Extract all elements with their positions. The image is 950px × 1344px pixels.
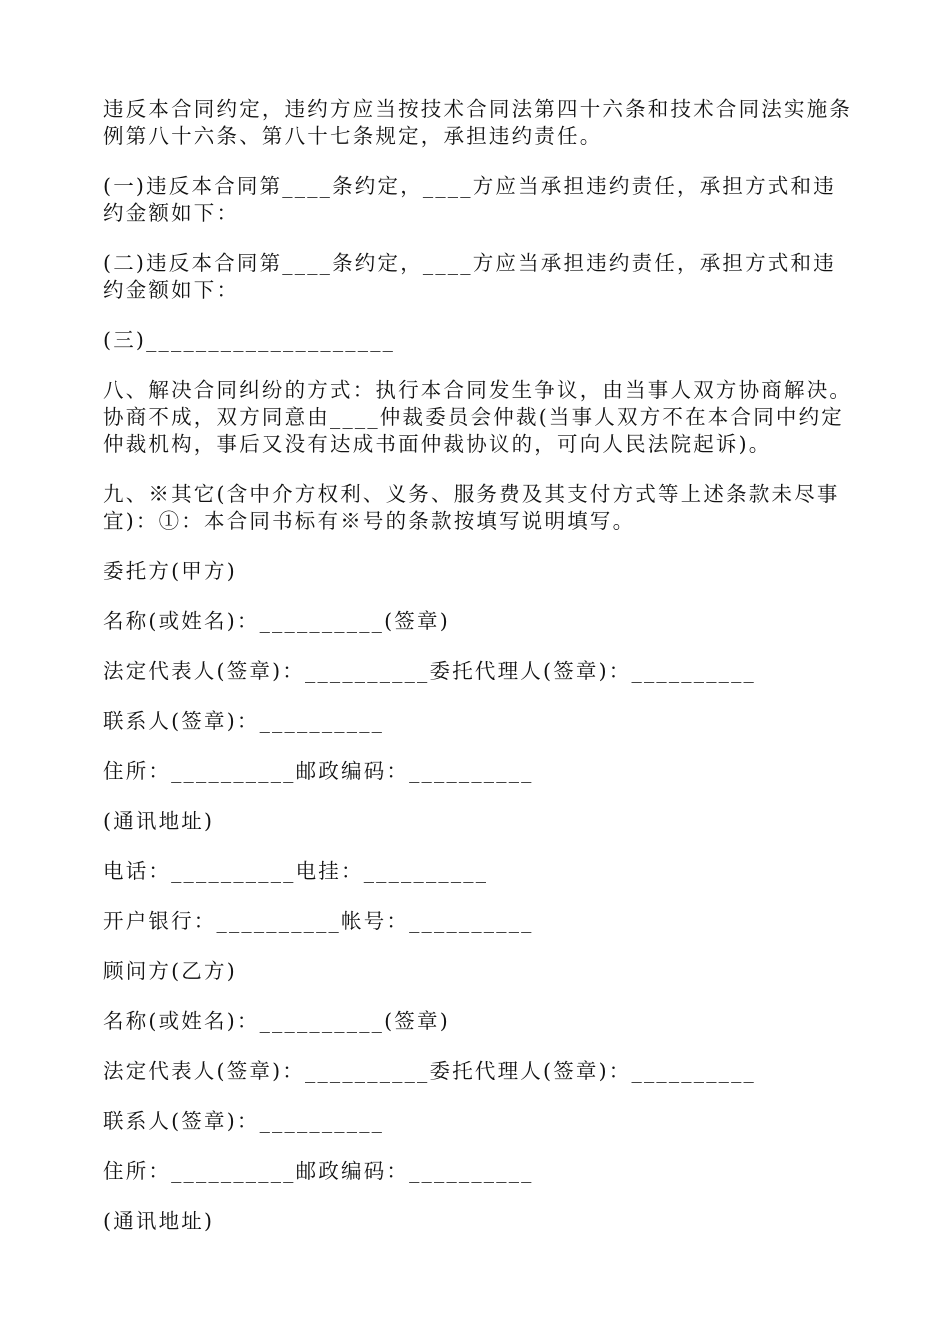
breach-clause-3: (三)____________________ xyxy=(103,328,396,352)
party-b-address-field: 住所：__________邮政编码：__________ xyxy=(103,1159,534,1183)
other-terms-paragraph: 九、※其它(含中介方权利、义务、服务费及其支付方式等上述条款未尽事宜)：①：本合同书标有※号的条款按填写说明填写。 xyxy=(103,482,840,533)
party-b-representative-field: 法定代表人(签章)：__________委托代理人(签章)：__________ xyxy=(103,1059,756,1083)
document-page xyxy=(103,96,855,1235)
breach-clause-2: (二)违反本合同第____条约定，____方应当承担违约责任，承担方式和违约金额如下： xyxy=(103,251,836,302)
dispute-resolution-paragraph: 八、解决合同纠纷的方式：执行本合同发生争议，由当事人双方协商解决。协商不成，双方同意由____仲裁委员会仲裁(当事人双方不在本合同中约定仲裁机构，事后又没有达成书面仲裁协议的，可向人民法院起诉)。 xyxy=(103,378,853,456)
party-a-representative-field: 法定代表人(签章)：__________委托代理人(签章)：__________ xyxy=(103,659,756,683)
party-a-phone-field: 电话：__________电挂：__________ xyxy=(103,859,489,883)
party-a-heading: 委托方(甲方) xyxy=(103,559,237,583)
party-a-address-field: 住所：__________邮政编码：__________ xyxy=(103,759,534,783)
party-a-bank-field: 开户银行：__________帐号：__________ xyxy=(103,909,534,933)
party-a-contact-field: 联系人(签章)：__________ xyxy=(103,709,385,733)
party-b-contact-field: 联系人(签章)：__________ xyxy=(103,1109,385,1133)
liability-paragraph: 违反本合同约定，违约方应当按技术合同法第四十六条和技术合同法实施条例第八十六条、第八十七条规定，承担违约责任。 xyxy=(103,97,853,148)
party-a-address-note: (通讯地址) xyxy=(103,809,215,833)
party-b-heading: 顾问方(乙方) xyxy=(103,959,237,983)
breach-clause-1: (一)违反本合同第____条约定，____方应当承担违约责任，承担方式和违约金额如下： xyxy=(103,174,836,225)
party-a-name-field: 名称(或姓名)：__________(签章) xyxy=(103,609,450,633)
party-b-name-field: 名称(或姓名)：__________(签章) xyxy=(103,1009,450,1033)
party-b-address-note: (通讯地址) xyxy=(103,1209,215,1233)
